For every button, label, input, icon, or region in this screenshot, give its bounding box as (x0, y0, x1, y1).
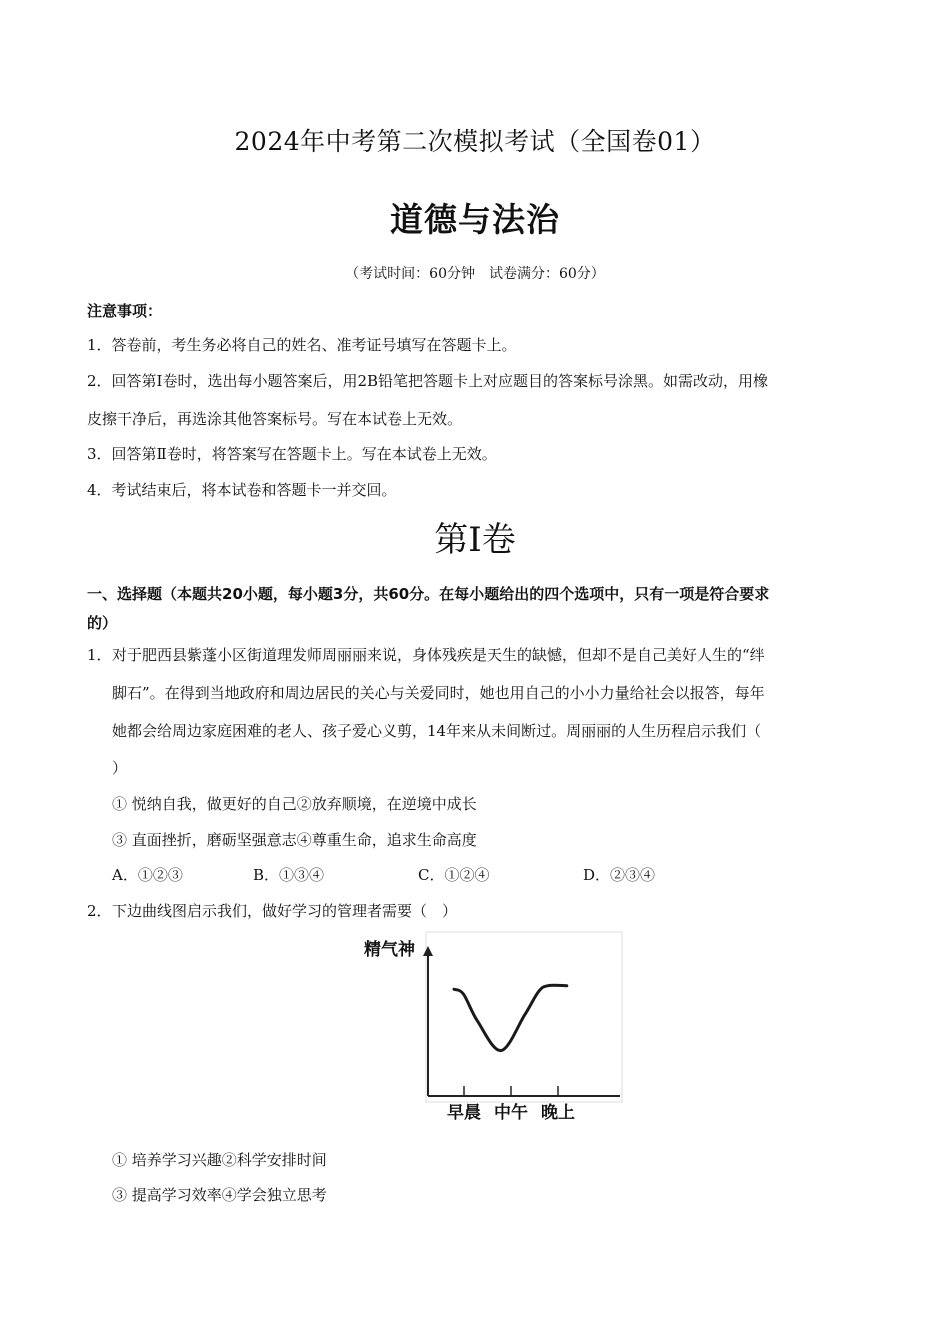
part-heading-continued: 的） (87, 614, 118, 632)
exam-title: 2024年中考第二次模拟考试（全国卷01） (234, 127, 716, 156)
statement-line: ③ 直面挫折，磨砺坚强意志④尊重生命，追求生命高度 (112, 831, 477, 849)
option-b[interactable]: B．①③④ (253, 866, 325, 884)
statement-line: ① 悦纳自我，做更好的自己②放弃顺境，在逆境中成长 (112, 795, 477, 813)
y-axis-label: 精气神 (364, 940, 415, 960)
notice-item: 3．回答第Ⅱ卷时，将答案写在答题卡上。写在本试卷上无效。 (87, 445, 497, 463)
part-heading: 一、选择题（本题共20小题，每小题3分，共60分。在每小题给出的四个选项中，只有一项是符合要求 (87, 585, 770, 603)
question-number: 1． (87, 646, 112, 664)
notice-item: 1．答卷前，考生务必将自己的姓名、准考证号填写在答题卡上。 (87, 336, 517, 354)
energy-curve-line (454, 985, 567, 1050)
question-number: 2． (87, 902, 112, 920)
energy-curve-chart (358, 928, 626, 1124)
y-axis-arrow (423, 946, 433, 956)
exam-info: （考试时间：60分钟 试卷满分：60分） (345, 266, 605, 282)
x-tick-label: 晚上 (541, 1103, 575, 1123)
question-stem-line: 脚石”。在得到当地政府和周边居民的关心与关爱同时，她也用自己的小小力量给社会以报答，每年 (112, 684, 765, 702)
notice-title: 注意事项： (87, 302, 163, 320)
question-stem-line: ） (112, 759, 128, 777)
option-c[interactable]: C．①②④ (418, 866, 490, 884)
question-stem-line: 她都会给周边家庭困难的老人、孩子爱心义剪，14年来从未间断过。周丽丽的人生历程启示我们（ (112, 722, 762, 740)
subject-title: 道德与法治 (390, 200, 560, 239)
chart-svg (358, 928, 626, 1124)
option-d[interactable]: D．②③④ (583, 866, 656, 884)
section-title: 第Ⅰ卷 (434, 520, 516, 560)
notice-item: 2．回答第Ⅰ卷时，选出每小题答案后，用2B铅笔把答题卡上对应题目的答案标号涂黑。如需改动，用橡 (87, 372, 769, 390)
statement-line: ① 培养学习兴趣②科学安排时间 (112, 1151, 327, 1169)
question-stem-line: 对于肥西县紫蓬小区街道理发师周丽丽来说，身体残疾是天生的缺憾，但却不是自己美好人生的“绊 (112, 646, 765, 664)
statement-line: ③ 提高学习效率④学会独立思考 (112, 1186, 327, 1204)
notice-item-continued: 皮擦干净后，再选涂其他答案标号。写在本试卷上无效。 (87, 410, 463, 428)
x-tick-label: 早晨 (447, 1103, 481, 1123)
x-tick-label: 中午 (494, 1103, 528, 1123)
notice-item: 4．考试结束后，将本试卷和答题卡一并交回。 (87, 481, 397, 499)
option-a[interactable]: A．①②③ (112, 866, 183, 884)
question-stem: 下边曲线图启示我们，做好学习的管理者需要（ ） (112, 902, 458, 920)
